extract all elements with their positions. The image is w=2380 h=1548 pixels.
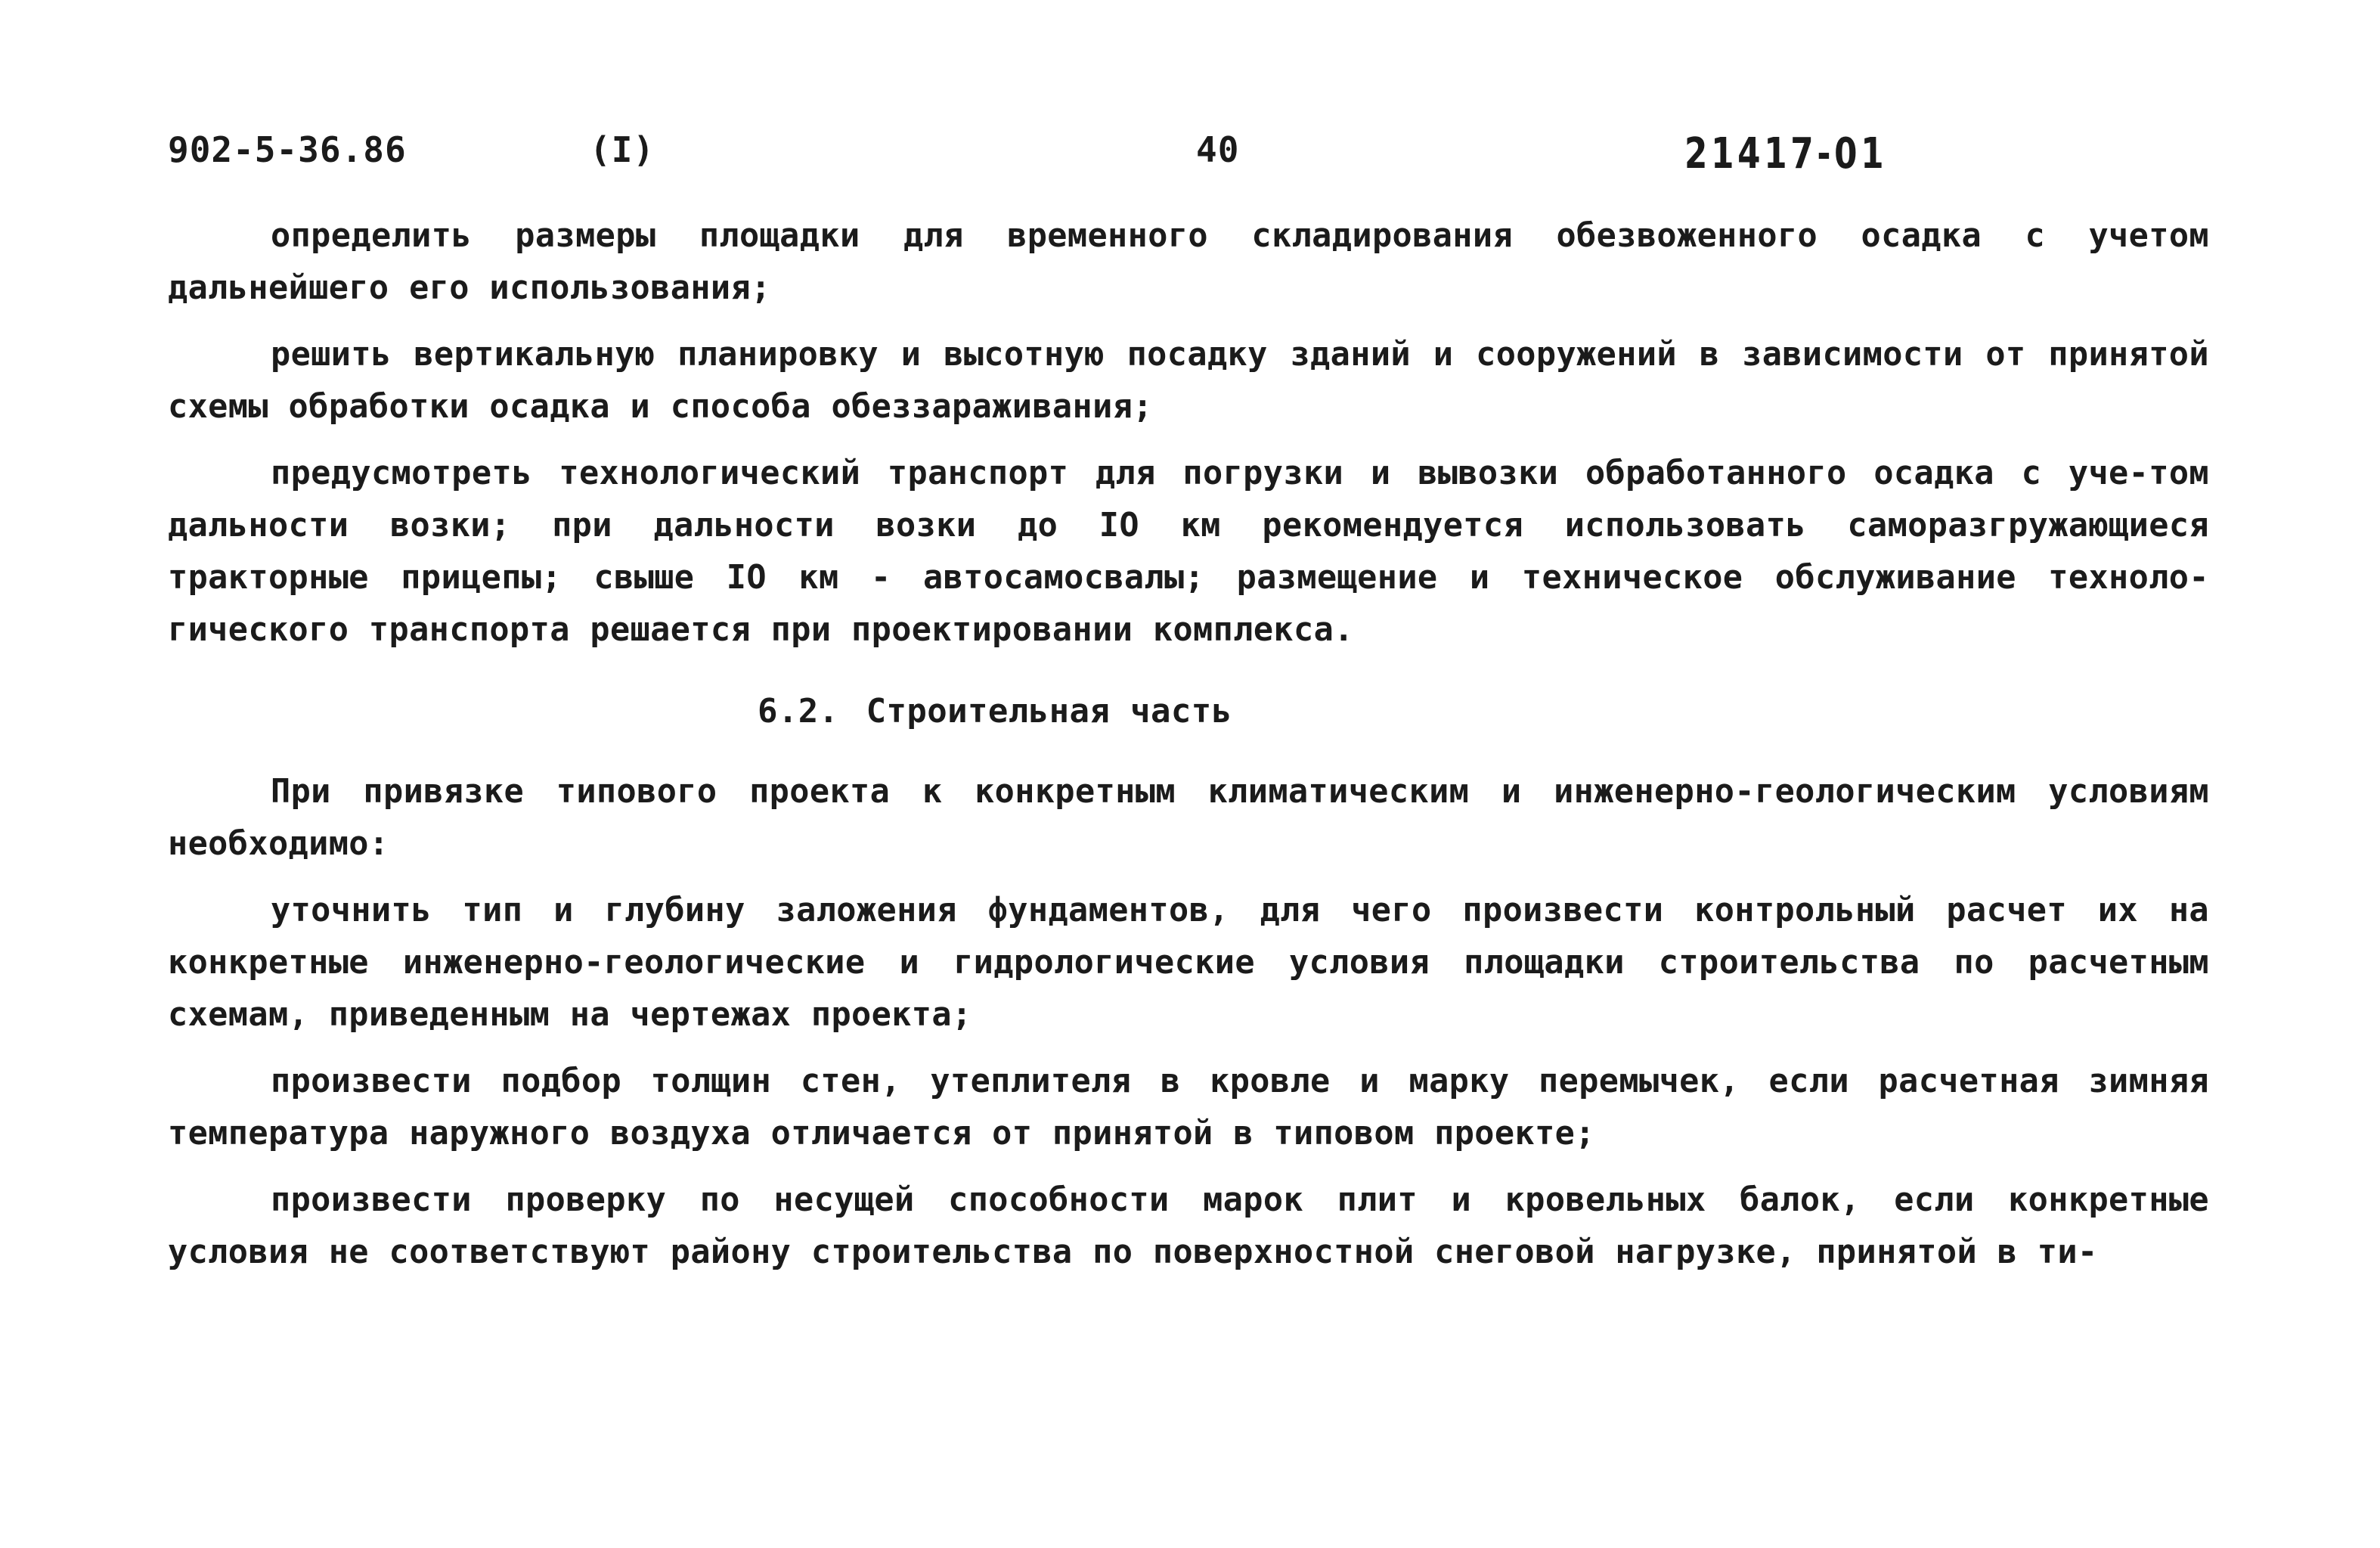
paragraph-roof-load: произвести проверку по несущей способности марок плит и кровельных балок, если конкретные условия не соответствуют району строительства по поверхностной снеговой нагрузке, принятой в ти- bbox=[168, 1181, 2209, 1271]
paragraph-walls: произвести подбор толщин стен, утеплителя в кровле и марку перемычек, если расчетная зимняя температура наружного воздуха отличается от принятой в типовом проекте; bbox=[168, 1063, 2209, 1152]
document-code: 902-5-36.86 bbox=[168, 129, 407, 170]
paragraph-intro: При привязке типового проекта к конкретным климатическим и инженерно-геологическим условиям необходимо: bbox=[168, 773, 2209, 863]
section-heading bbox=[168, 685, 2209, 737]
page-number: 40 bbox=[1196, 129, 1240, 170]
paragraph-storage-site: определить размеры площадки для временного складирования обезвоженного осадка с учетом дальнейшего его использования; bbox=[168, 217, 2209, 307]
paragraph-foundations: уточнить тип и глубину заложения фундаментов, для чего произвести контрольный расчет их на конкретные инженерно-геологические и гидрологические условия площадки строительства по расчетным схемам, приведенным на чертежах проекта; bbox=[168, 892, 2209, 1034]
paragraph-transport: предусмотреть технологический транспорт для погрузки и вывозки обработанного осадка с уче-том дальности возки; при дальности возки до IO км рекомендуется использовать саморазгружающиеся тракторные прицепы; свыше IO км - автосамосвалы; размещение и техническое обслуживание техноло-гического транспорта решается при проектировании комплекса. bbox=[168, 454, 2209, 649]
paragraph-vertical-planning: решить вертикальную планировку и высотную посадку зданий и сооружений в зависимости от принятой схемы обработки осадка и способа обеззараживания; bbox=[168, 336, 2209, 426]
document-part: (I) bbox=[590, 129, 655, 170]
section-number: 6.2. bbox=[758, 692, 839, 731]
document-body bbox=[168, 210, 2209, 1293]
stamp-number: 21417-01 bbox=[1684, 129, 1888, 178]
section-title: Строительная часть bbox=[866, 692, 1232, 731]
